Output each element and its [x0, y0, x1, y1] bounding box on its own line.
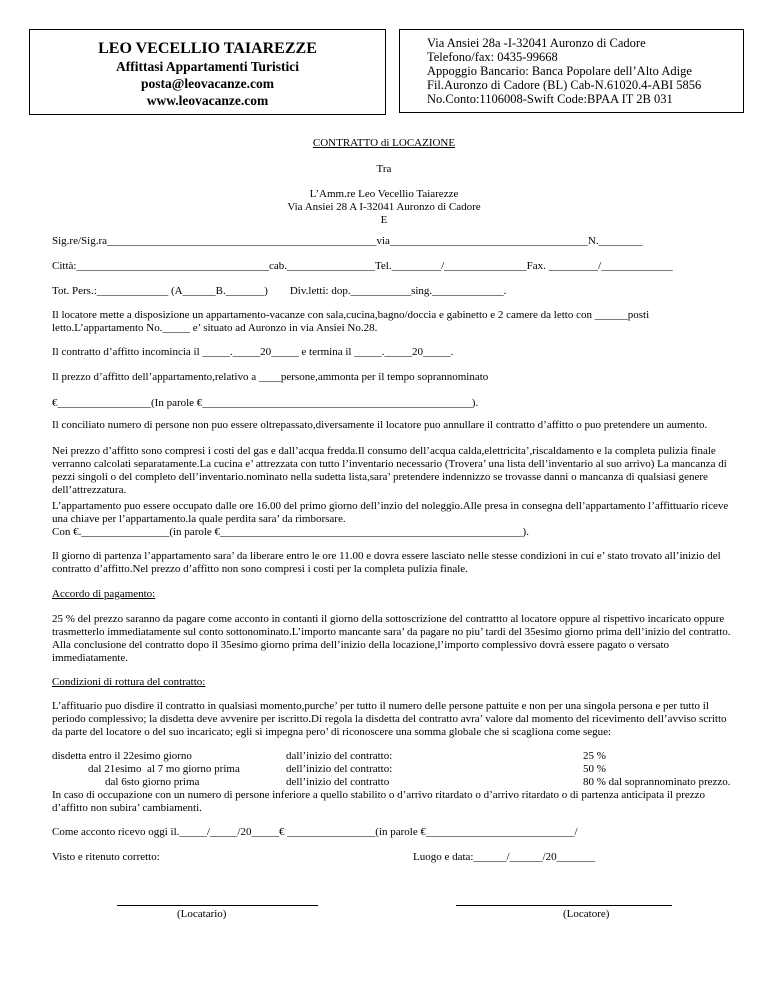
cancel-row-1-ref: dall’inizio del contratto:	[286, 750, 393, 762]
account-line: No.Conto:1106008-Swift Code:BPAA IT 2B 031	[427, 92, 673, 106]
cancellation-heading: Condizioni di rottura del contratto:	[52, 676, 206, 688]
bank-line: Appoggio Bancario: Banca Popolare dell’Alto Adige	[427, 64, 692, 78]
company-subtitle: Affittasi Appartamenti Turistici	[115, 59, 299, 74]
contract-dates-line: Il contratto d’affitto incomincia il _____._____20_____ e termina il _____._____20_____.	[52, 346, 454, 358]
landlord-name: L’Amm.re Leo Vecellio Taiarezze	[309, 188, 459, 200]
landlord-address: Via Ansiei 28 A I-32041 Auronzo di Cadore	[287, 201, 481, 213]
company-website: www.leovacanze.com	[146, 93, 269, 108]
deposit-received-line: Come acconto ricevo oggi il._____/_____/20_____€ ________________(in parole €___________________________/	[52, 826, 578, 838]
key-deposit-line: Con €.________________(in parole €_______________________________________________________).	[52, 526, 529, 538]
bank-branch-line: Fil.Auronzo di Cadore (BL) Cab-N.61020.4-ABI 5856	[427, 78, 702, 92]
reduced-occupancy-paragraph: In caso di occupazione con un numero di persone inferiore a quello stabilito o d’arrivo ritardato o d’arrivo ritardato o di partenza anticipata il prezzo d’affitto non subira’ cambiamenti.	[52, 789, 706, 814]
apartment-paragraph: Il locatore mette a disposizione un appartamento-vacanze con sala,cucina,bagno/doccia e gabinetto e 2 camere da letto con ______posti letto.L’appartamento No._____ e’ situato ad Auronzo in via Ansiei No.28.	[52, 309, 650, 334]
cancel-row-3-ref: dell’inizio del contratto	[286, 776, 390, 788]
cancel-row-2-ref: dell’inizio del contratto:	[286, 763, 393, 775]
payment-heading: Accordo di pagamento:	[52, 588, 156, 600]
payment-paragraph: 25 % del prezzo saranno da pagare come acconto in contanti il giorno della sottoscrizione del contrattto al locatore oppure al rispettivo incaricato oppure trasmetterlo immediatamente sul conto sottonominato.L’importo mancante sara’ da pagare no piu’ tardi del 35esimo giorno prima dell’inizio del contratto. Alla conclusione del contratto dopo il 35esimo giorno prima dell’inizio della locazione,l’importo complessivo dovrà essere pagato o versato immediatamente.	[52, 613, 731, 664]
tenant-signature-line	[117, 905, 318, 906]
persons-limit-paragraph: Il conciliato numero di persone non puo essere oltrepassato,diversamente il locatore puo annullare il contratto d’affitto o puo pretendere un aumento.	[52, 419, 708, 431]
price-line: Il prezzo d’affitto dell’appartamento,relativo a ____persone,ammonta per il tempo soprannominato	[52, 371, 489, 383]
tenant-name-line: Sig.re/Sig.ra_________________________________________________via____________________________________N.________	[52, 235, 643, 247]
price-amount-line: €_________________(In parole €_________________________________________________).	[52, 397, 479, 409]
cancel-row-2-period: dal 21esimo al 7 mo giorno prima	[88, 763, 240, 775]
included-costs-paragraph: Nei prezzo d’affitto sono compresi i costi del gas e dall’acqua fredda.Il consumo dell’acqua calda,elettricita’,riscaldamento e la completa pulizia finale verranno calcolati separatamente.La cucina e’ attrezzata con tutto l’inventario necessario (Trovera’ una lista dell’inventario al suo arrivo) La mancanza di pezzi singoli o del completo dell’inventario.nominato nella sudetta lista,sara’ pretendere indennizzo se trovasse danni o mancanza di qualsiasi genere dell’attrezzatura.	[52, 445, 727, 496]
company-header-box	[29, 29, 386, 115]
phone-line: Telefono/fax: 0435-99668	[427, 50, 558, 64]
address-line: Via Ansiei 28a -I-32041 Auronzo di Cadore	[427, 36, 646, 50]
place-date-line: Luogo e data:______/______/20_______	[413, 851, 596, 863]
tenant-city-line: Città:___________________________________cab.________________Tel._________/_______________Fax. _________/_____________	[52, 260, 673, 272]
company-email: posta@leovacanze.com	[141, 76, 274, 91]
tra-label: Tra	[376, 163, 392, 175]
cancel-row-2-pct: 50 %	[583, 763, 606, 775]
and-label: E	[380, 214, 388, 226]
landlord-signature-label: (Locatore)	[563, 908, 610, 920]
checkin-paragraph: L’appartamento puo essere occupato dalle ore 16.00 del primo giorno dell’inzio del noleggio.Alle presa in consegna dell’appartamento l’affittuario riceve una chiave per l’appartamento.la quale perdita sara’ da rimborsare.	[52, 500, 729, 525]
cancel-row-3-period: dal 6sto giorno prima	[105, 776, 200, 788]
cancel-row-1-pct: 25 %	[583, 750, 606, 762]
persons-line: Tot. Pers.:_____________ (A______B._______) Div.letti: dop.___________sing._____________.	[52, 285, 507, 297]
landlord-signature-line	[456, 905, 672, 906]
cancellation-paragraph: L’affituario puo disdire il contratto in qualsiasi momento,purche’ per tutto il numero delle persone pattuite e non per una singola persona e per tutto il periodo complessivo; la disdetta deve avvenire per iscritto.Di regola la disdetta del contratto avra’ valore dal momento del ricevimento dell’avviso scritto da parte del locatore o del suo incaricato; egli si impegna pero’ di riconoscere una somma globale che si scagliona come segue:	[52, 700, 727, 738]
cancel-row-1-period: disdetta entro il 22esimo giorno	[52, 750, 192, 762]
visto-label: Visto e ritenuto corretto:	[52, 851, 160, 863]
tenant-signature-label: (Locatario)	[177, 908, 227, 920]
contact-bank-box	[399, 29, 744, 113]
company-name: LEO VECELLIO TAIAREZZE	[98, 40, 317, 57]
checkout-paragraph: Il giorno di partenza l’appartamento sara’ da liberare entro le ore 11.00 e dovra essere lasciato nelle stesse condizioni in cui e’ stato trovato all’inizio del contratto d’affitto.Nel prezzo d’affitto non sono compresi i costi per la completa pulizia finale.	[52, 550, 721, 575]
cancel-row-3-pct: 80 % dal soprannominato prezzo.	[583, 776, 731, 788]
contract-title: CONTRATTO di LOCAZIONE	[312, 137, 456, 149]
